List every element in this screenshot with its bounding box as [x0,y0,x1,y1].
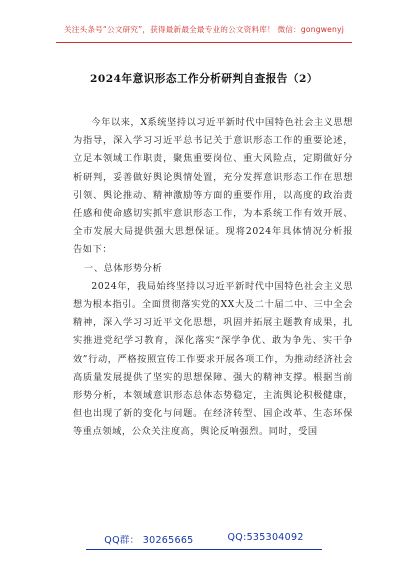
header-divider [56,42,352,43]
footer-qq-number: QQ:535304092 [227,532,304,543]
footer-contacts [0,532,408,546]
header-banner: 关注头条号“公文研究”，获得最新最全最专业的公文资料库！ 微信：gongwenyj [63,25,345,34]
document-title: 2024年意识形态工作分析研判自查报告（2） [90,73,318,85]
intro-paragraph: 今年以来，X系统坚持以习近平新时代中国特色社会主义思想为指导，深入学习习近平总书记关于意识形态工作的重要论述，立足本领域工作职责，聚焦重要岗位、重大风险点，定期做好分析研判，妥善做好舆论舆情处置，充分发挥意识形态工作在思想引领、舆论推动、精神激励等方面的重要作用，以高度的政治责任感和使命感切实抓牢意识形态工作，为本系统工作有效开展、全市发展大局提供强大思想保证。现将2024年具体情况分析报告如下： [73,117,354,256]
footer-divider [86,549,322,550]
footer-qq-group: QQ群： 30265665 [104,535,194,546]
section-paragraph: 2024年，我局始终坚持以习近平新时代中国特色社会主义思想为根本指引。全面贯彻落实党的XX大及二十届二中、三中全会精神，深入学习习近平文化思想，巩固并拓展主题教育成果，扎实推进党纪学习教育，深化落实“深学争优、敢为争先、实干争效”行动，严格按照宣传工作要求开展各项工作，为推动经济社会高质量发展提供了坚实的思想保障、强大的精神支撑。根据当前形势分析，本领域意识形态总体态势稳定，主流舆论积极健康，但也出现了新的变化与问题。在经济转型、国企改革、生态环保等重点领域，公众关注度高，舆论反响强烈。同时，受国 [73,280,353,438]
section-heading: 一、总体形势分析 [84,262,163,274]
document-body [73,114,353,442]
